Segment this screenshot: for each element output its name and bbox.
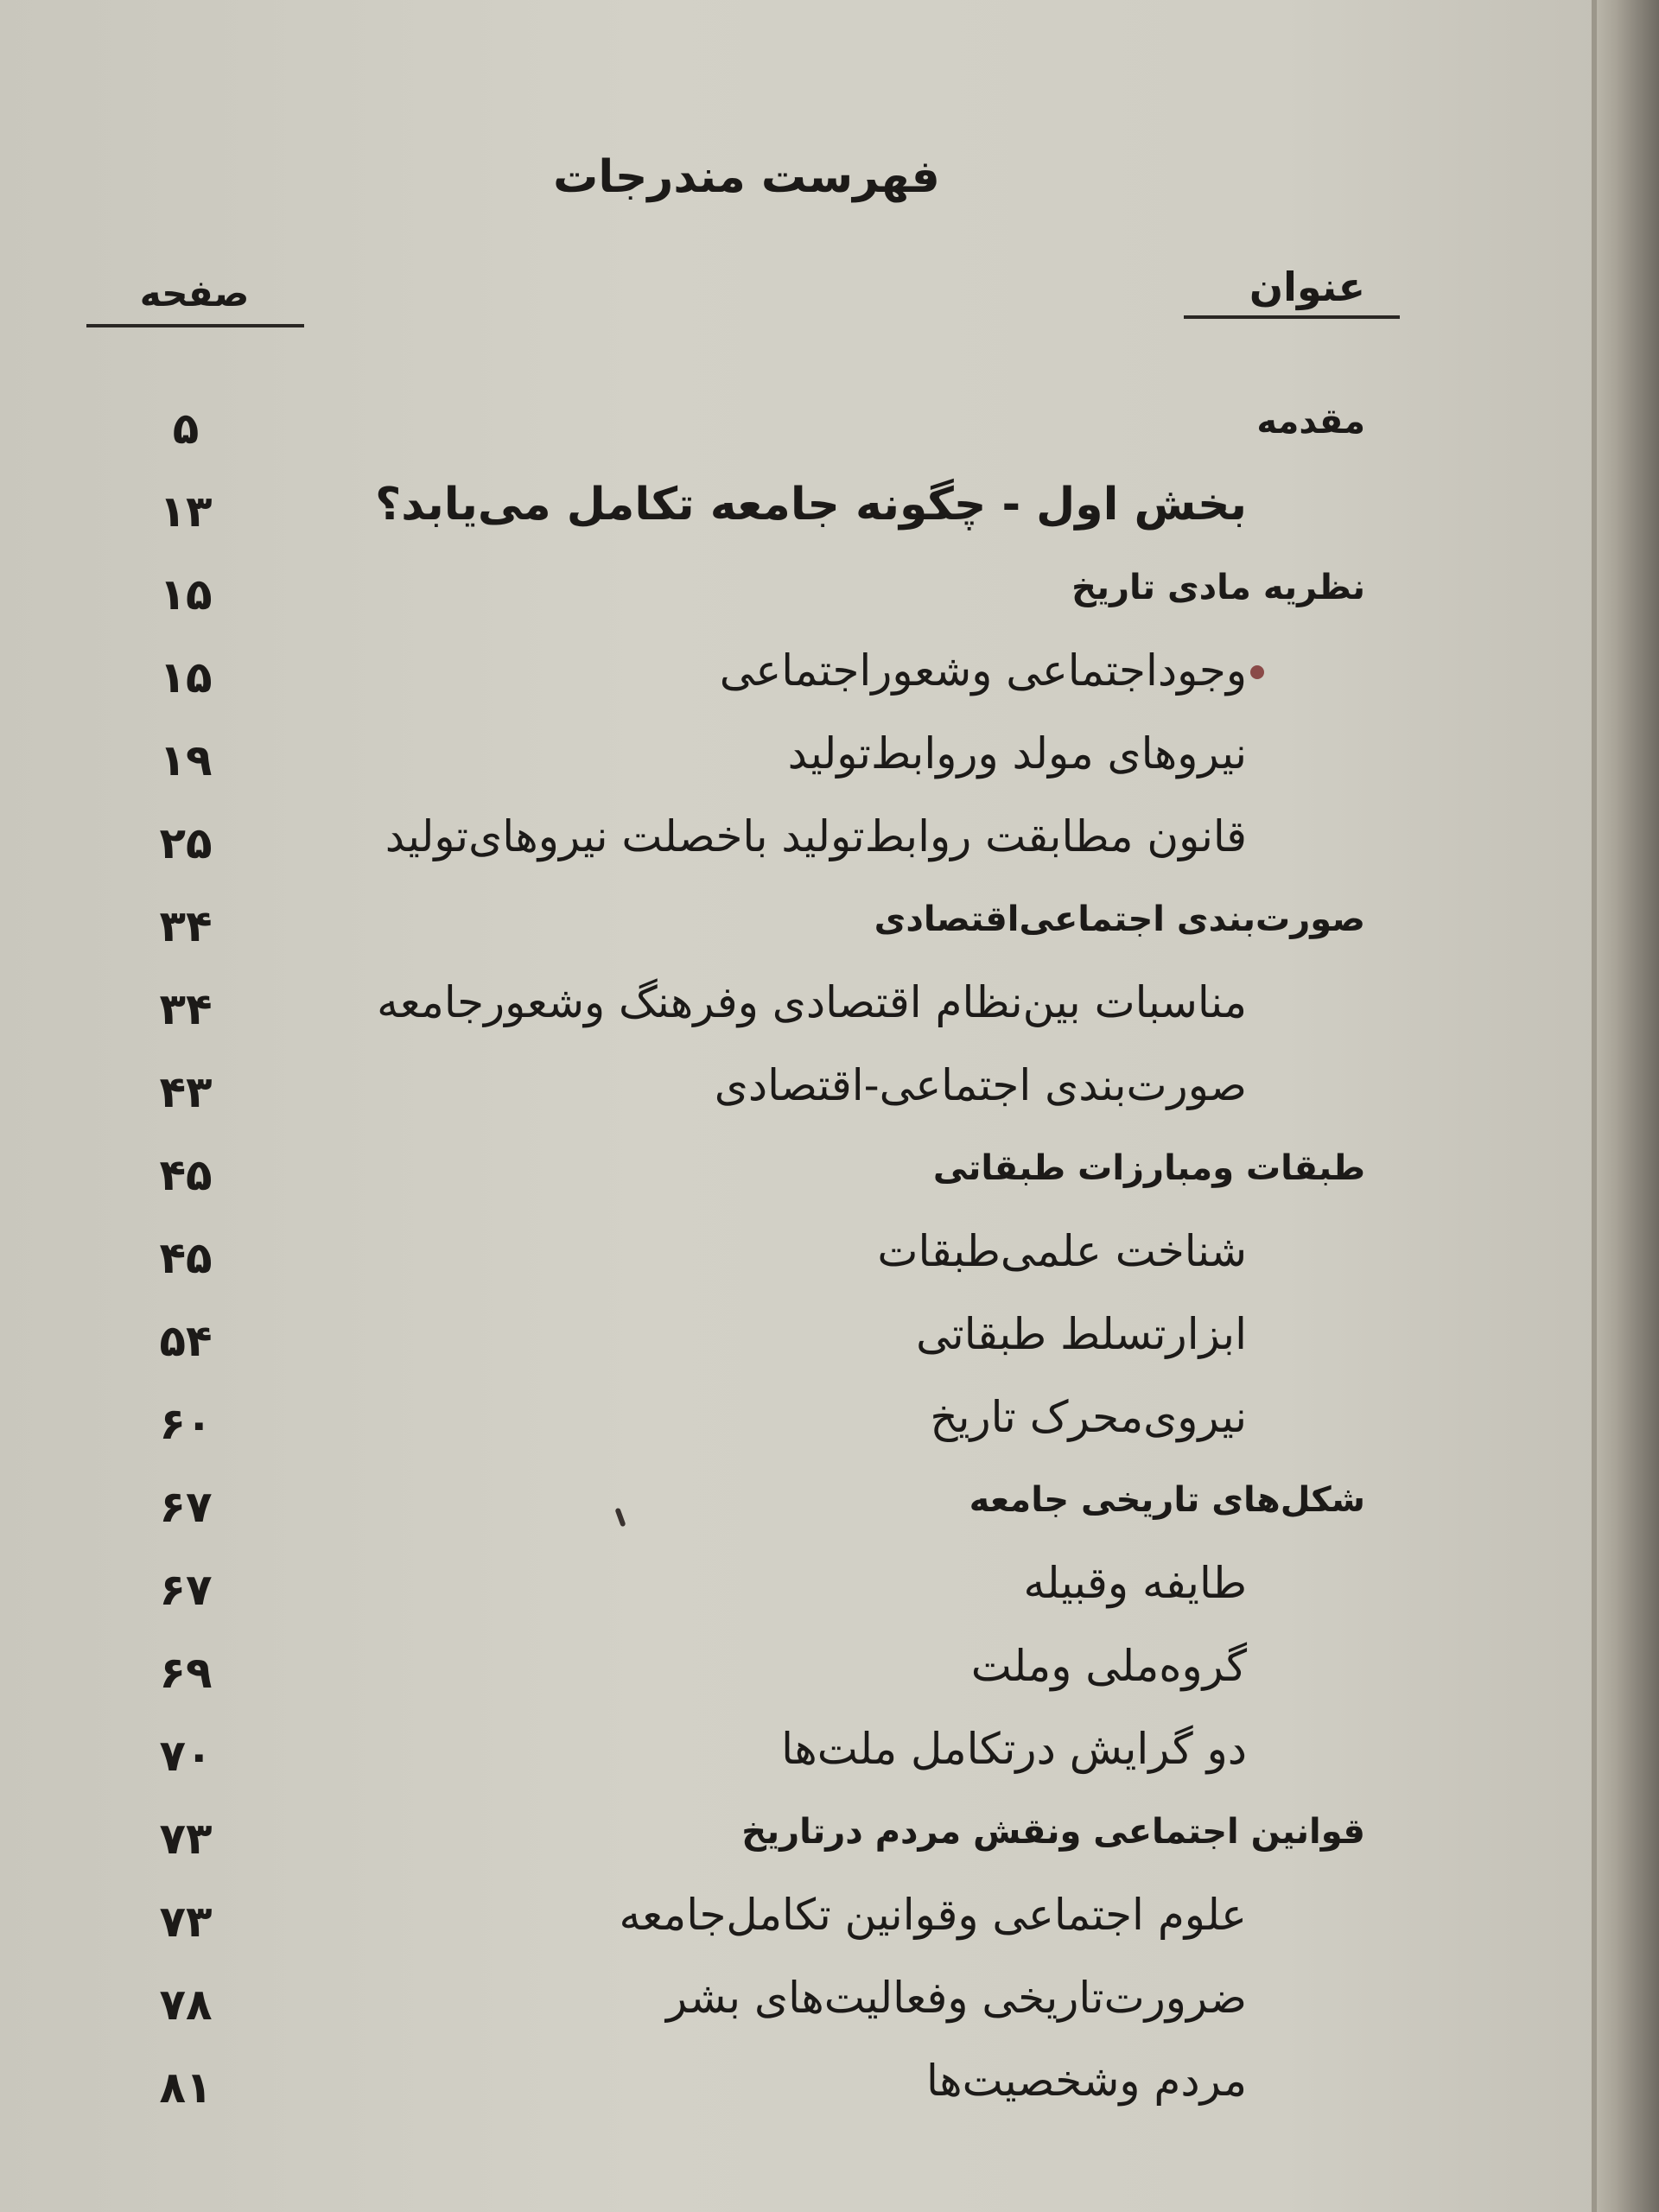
toc-entry-page: ۷۸ [159,1980,213,2030]
toc-row [0,1799,1597,1882]
toc-entry-title: ابزارتسلط طبقاتی [916,1309,1247,1359]
toc-row [0,804,1597,887]
toc-entry-title: قوانین اجتماعی ونقش مردم درتاریخ [741,1812,1365,1852]
toc-entry-title: شکل‌های تاریخی جامعه [969,1480,1365,1520]
toc-row [0,555,1597,638]
toc-row [0,1716,1597,1799]
toc-entry-title: نیروهای مولد وروابط‌تولید [787,728,1247,779]
toc-entry-title: گروه‌ملی وملت [970,1641,1247,1691]
column-header-title: عنوان [1249,264,1365,310]
toc-row [0,1135,1597,1218]
toc-entry-title: مقدمه [1256,402,1365,442]
toc-entry-title: ضرورت‌تاریخی وفعالیت‌های بشر [665,1973,1247,2023]
toc-row [0,1633,1597,1716]
toc-row [0,472,1597,555]
toc-entry-title: شناخت علمی‌طبقات [877,1226,1247,1276]
toc-entry-page: ۴۵ [159,1150,213,1200]
toc-entry-title: صورت‌بندی اجتماعی‌اقتصادی [874,899,1365,939]
toc-entry-page: ۵۴ [159,1316,213,1366]
toc-row [0,1550,1597,1633]
toc-row [0,1052,1597,1135]
toc-row [0,1882,1597,1965]
toc-entry-page: ۲۵ [159,818,213,868]
ink-spot [1250,665,1264,679]
toc-entry-title: نظریه مادی تاریخ [1071,568,1365,607]
toc-entry-title: طایفه وقبیله [1023,1558,1247,1608]
table-of-contents [0,389,1597,2131]
book-spine [1597,0,1659,2212]
toc-entry-page: ۳۴ [159,901,213,951]
toc-entry-page: ۸۱ [159,2063,213,2113]
toc-row [0,638,1597,721]
column-header-page: صفحه [139,272,250,315]
page-title: فهرست مندرجات [553,151,940,203]
toc-row [0,1467,1597,1550]
toc-row [0,1384,1597,1467]
toc-row [0,721,1597,804]
toc-entry-title: دو گرایش درتکامل ملت‌ها [781,1724,1247,1774]
toc-entry-page: ۵ [172,404,200,454]
toc-entry-page: ۱۵ [159,569,213,620]
toc-entry-page: ۷۳ [159,1814,213,1864]
column-header-title-underline [1184,315,1400,319]
toc-entry-page: ۶۹ [159,1648,213,1698]
toc-entry-page: ۱۳ [159,486,213,537]
toc-entry-page: ۷۰ [159,1731,213,1781]
toc-entry-title: مردم وشخصیت‌ها [926,2056,1247,2106]
toc-entry-page: ۱۵ [159,652,213,702]
toc-entry-title: علوم اجتماعی وقوانین تکامل‌جامعه [619,1890,1247,1940]
toc-entry-title: قانون مطابقت روابط‌تولید باخصلت نیروهای‌تولید [385,811,1247,861]
toc-entry-page: ۴۵ [159,1233,213,1283]
toc-row [0,969,1597,1052]
toc-entry-title: طبقات ومبارزات طبقاتی [932,1148,1365,1188]
toc-row [0,1965,1597,2048]
toc-row [0,1218,1597,1301]
toc-entry-page: ۶۷ [159,1482,213,1532]
toc-entry-page: ۳۴ [159,984,213,1034]
toc-entry-title: بخش اول - چگونه جامعه تکامل می‌یابد؟ [375,479,1247,531]
toc-entry-title: وجوداجتماعی وشعوراجتماعی [719,645,1247,696]
toc-row [0,1301,1597,1384]
toc-entry-page: ۶۷ [159,1565,213,1615]
toc-row [0,389,1597,472]
toc-row [0,2048,1597,2131]
toc-entry-page: ۱۹ [159,735,213,785]
toc-entry-title: صورت‌بندی اجتماعی-اقتصادی [714,1060,1247,1110]
toc-row [0,887,1597,969]
toc-entry-page: ۷۳ [159,1897,213,1947]
toc-entry-title: مناسبات بین‌نظام اقتصادی وفرهنگ وشعورجامعه [377,977,1247,1027]
column-header-page-underline [86,324,304,327]
toc-entry-page: ۴۳ [159,1067,213,1117]
toc-entry-page: ۶۰ [159,1399,213,1449]
toc-entry-title: نیروی‌محرک تاریخ [930,1392,1247,1442]
